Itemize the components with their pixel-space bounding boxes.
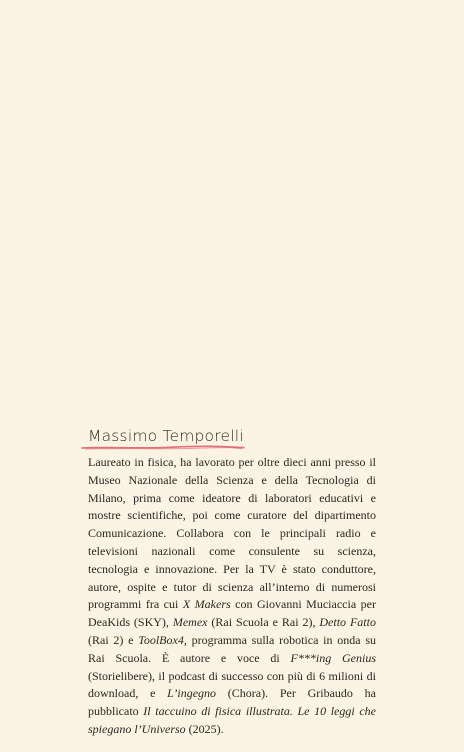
bio-text-8: (2025). [185, 721, 224, 736]
bio-text-2: con Giovanni Muciaccia per DeaKids (SKY), [88, 597, 376, 630]
bio-text-1: Laureato in fisica, ha lavorato per oltre dieci anni presso il Museo Nazionale della Scienza e della Tecnologia di Milano, prima come ideatore di laboratori educativi e mostre scientifiche, poi come curatore del dipartimento Comunicazione. Collabora con le principali radio e televisioni nazionali come consulente su scienza, tecnologia e innovazione. Per la TV è stato conduttore, autore, ospite e tutor di scienza all’interno di numerosi programmi fra cui [88, 455, 376, 612]
title-lingegno: L’ingegno [167, 686, 217, 701]
title-x-makers: X Makers [182, 597, 231, 612]
title-fing-genius: F***ing Genius [290, 650, 376, 665]
title-detto-fatto: Detto Fatto [319, 615, 376, 630]
red-underline-stroke [80, 443, 246, 451]
author-name [88, 426, 248, 446]
bio-text-6: (Storielibere), il podcast di successo con più di 6 milioni di download, e [88, 668, 376, 701]
title-memex: Memex [172, 615, 208, 630]
bio-paragraph [88, 454, 376, 739]
bio-text-4: (Rai 2) e [88, 632, 139, 647]
title-toolbox4: ToolBox4 [138, 632, 184, 647]
bio-text-3: (Rai Scuola e Rai 2), [207, 615, 320, 630]
author-name-text: Massimo Temporelli [88, 427, 244, 445]
bio-text-7: (Chora). Per Gribaudo ha pubblicato [88, 686, 376, 719]
title-taccuino: Il taccuino di fisica illustrata. Le 10 leggi che spiegano l’Universo [88, 704, 377, 736]
bio-text-5: , programma sulla robotica in onda su Rai Scuola. È autore e voce di [88, 632, 377, 665]
author-bio [88, 426, 376, 739]
